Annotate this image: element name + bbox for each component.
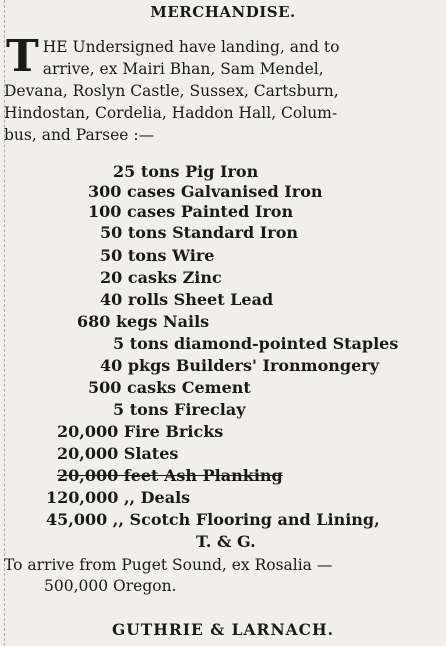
- list-item: 500 casks Cement: [88, 378, 251, 397]
- intro-paragraph: [4, 31, 442, 146]
- list-item: 5 tons Fireclay: [113, 400, 246, 419]
- list-item: 50 tons Wire: [100, 246, 215, 265]
- intro-line: HE Undersigned have landing, and to: [42, 38, 340, 56]
- list-item: 40 rolls Sheet Lead: [100, 290, 274, 309]
- heading: MERCHANDISE.: [150, 3, 296, 21]
- list-item: 680 kegs Nails: [77, 312, 210, 331]
- intro-line: Hindostan, Cordelia, Haddon Hall, Colum-: [4, 104, 338, 122]
- list-item: 50 tons Standard Iron: [100, 223, 299, 242]
- drop-cap: T: [6, 31, 39, 82]
- list-item: 45,000 ,, Scotch Flooring and Lining,: [46, 510, 380, 529]
- signature: GUTHRIE & LARNACH.: [111, 620, 335, 639]
- list-item: 40 pkgs Builders' Ironmongery: [100, 356, 380, 375]
- list-item: 20,000 Slates: [57, 444, 179, 463]
- list-item: T. & G.: [196, 532, 256, 551]
- list-item: 20,000 feet Ash Planking: [57, 466, 283, 485]
- footer-line: 500,000 Oregon.: [44, 577, 177, 595]
- footer-line: To arrive from Puget Sound, ex Rosalia —: [4, 556, 333, 574]
- list-item: 300 cases Galvanised Iron: [88, 182, 323, 201]
- list-item: 120,000 ,, Deals: [46, 488, 191, 507]
- list-item: 20 casks Zinc: [100, 268, 222, 287]
- footer-arrival: [4, 555, 442, 597]
- list-item: 100 cases Painted Iron: [88, 202, 294, 221]
- intro-line: arrive, ex Mairi Bhan, Sam Mendel,: [42, 60, 324, 78]
- list-item: 20,000 Fire Bricks: [57, 422, 224, 441]
- intro-line: bus, and Parsee :—: [4, 126, 155, 144]
- intro-line: Devana, Roslyn Castle, Sussex, Cartsburn,: [4, 82, 339, 100]
- list-item: 5 tons diamond-pointed Staples: [113, 334, 399, 353]
- list-item: 25 tons Pig Iron: [113, 162, 259, 181]
